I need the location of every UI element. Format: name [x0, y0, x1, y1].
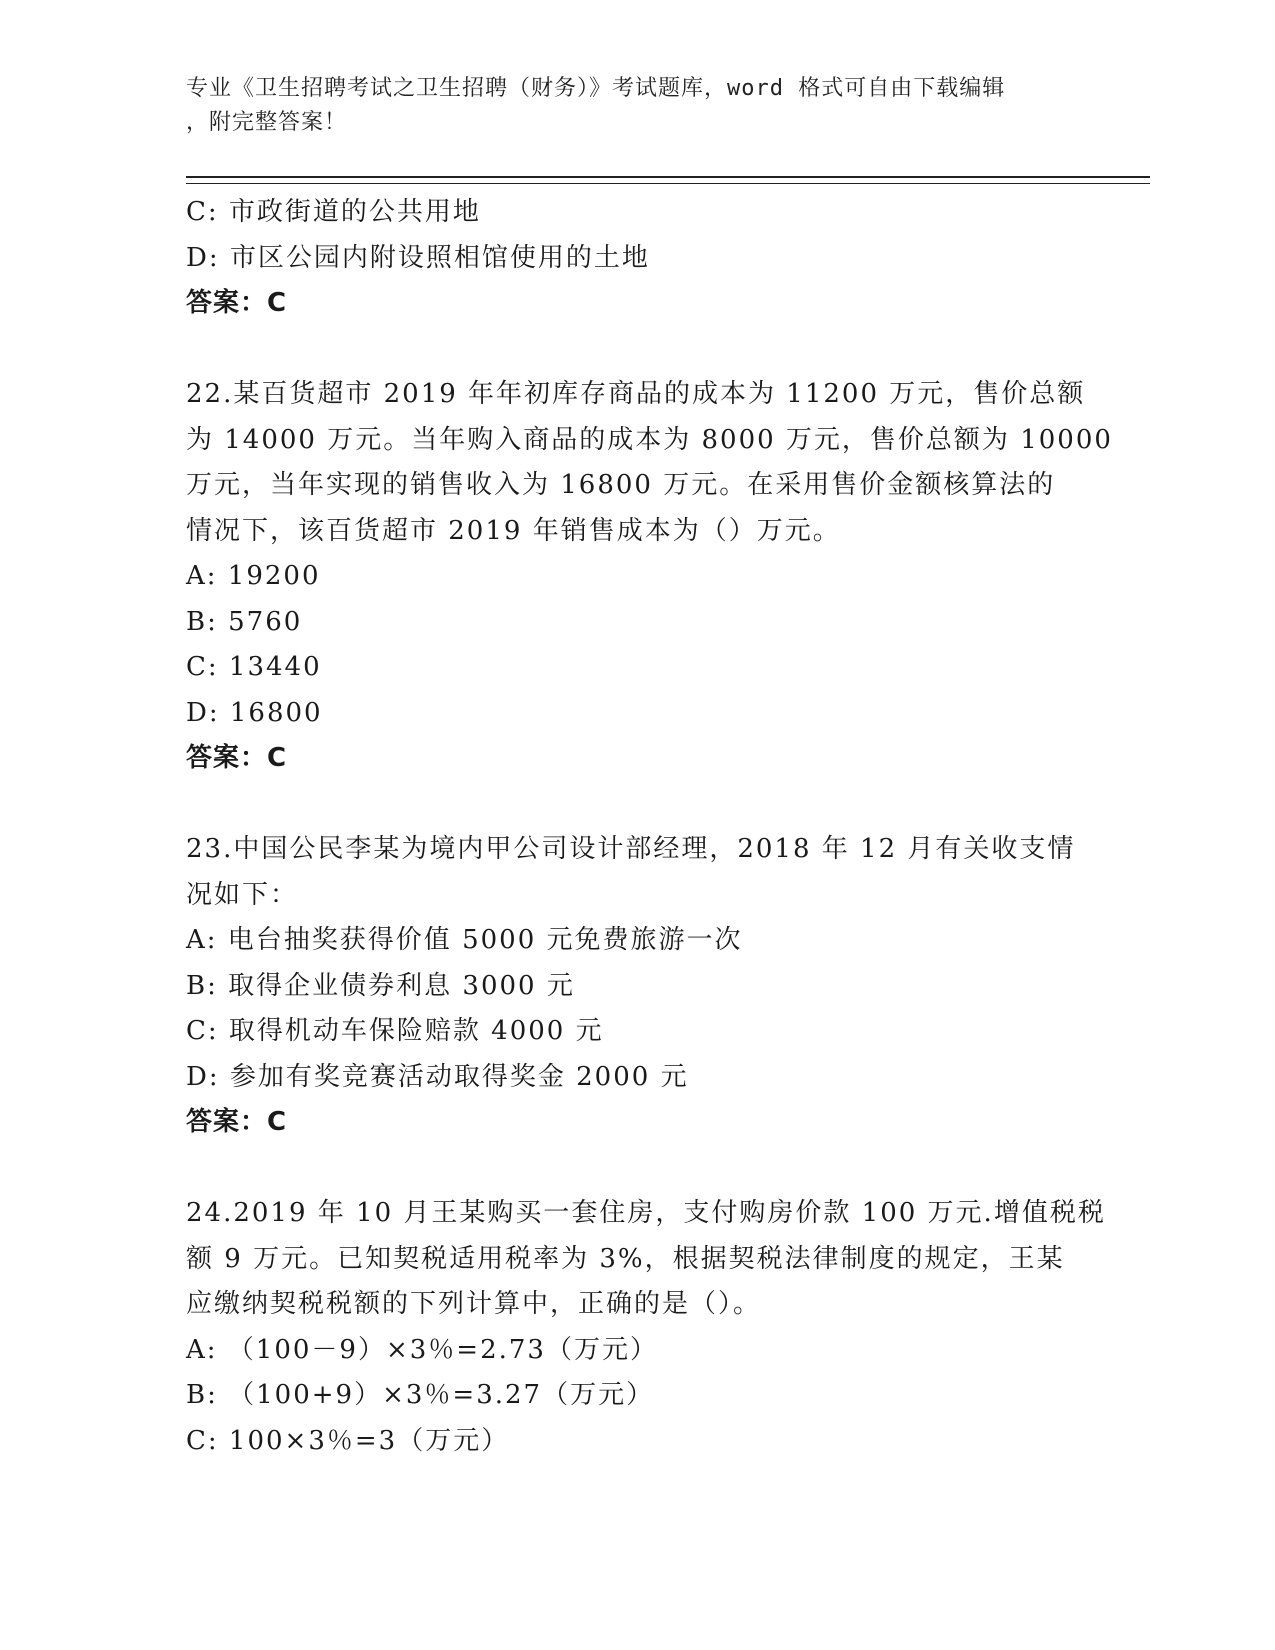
option-c: C: 市政街道的公共用地: [186, 197, 481, 227]
question-block-24: [186, 1191, 1106, 1464]
option-c: C: 13440: [186, 652, 322, 682]
question-text-line: 情况下，该百货超市 2019 年销售成本为（）万元。: [186, 515, 841, 546]
header-divider-thin: [186, 183, 1150, 184]
document-body: [186, 190, 1113, 1464]
document-header: [186, 72, 1066, 140]
option-d: D: 参加有奖竞赛活动取得奖金 2000 元: [186, 1061, 689, 1092]
option-c: C: 取得机动车保险赔款 4000 元: [186, 1016, 604, 1046]
question-text-line: 23.中国公民李某为境内甲公司设计部经理，2018 年 12 月有关收支情: [186, 834, 1076, 864]
header-divider-thick: [186, 176, 1150, 178]
option-d: D: 市区公园内附设照相馆使用的土地: [186, 242, 650, 273]
option-a: A: 电台抽奖获得价值 5000 元免费旅游一次: [186, 925, 743, 955]
option-c: C: 100×3％=3（万元）: [186, 1425, 510, 1456]
spacer: [186, 1146, 1086, 1192]
answer-line: 答案：C: [186, 743, 288, 773]
question-text-line: 22.某百货超市 2019 年年初库存商品的成本为 11200 万元，售价总额: [186, 379, 1086, 409]
question-block-23: [186, 827, 1086, 1146]
option-b: B: 取得企业债券利息 3000 元: [186, 970, 575, 1001]
option-a: A: 19200: [186, 561, 321, 591]
question-text-line: 为 14000 万元。当年购入商品的成本为 8000 万元，售价总额为 10000: [186, 424, 1113, 455]
question-text-line: 况如下：: [186, 879, 299, 910]
question-text-line: 应缴纳契税税额的下列计算中，正确的是（）。: [186, 1289, 762, 1319]
option-b: B: 5760: [186, 606, 303, 637]
option-d: D: 16800: [186, 697, 323, 728]
question-block-22: [186, 372, 1113, 782]
answer-line: 答案：C: [186, 288, 288, 318]
header-line-2: ，附完整答案！: [186, 110, 348, 135]
question-block-21: [186, 190, 1086, 327]
question-text-line: 额 9 万元。已知契税适用税率为 3%，根据契税法律制度的规定，王某: [186, 1243, 1065, 1274]
question-text-line: 24.2019 年 10 月王某购买一套住房，支付购房价款 100 万元.增值税税: [186, 1198, 1106, 1228]
option-b: B: （100+9）×3％=3.27（万元）: [186, 1380, 655, 1410]
spacer: [186, 327, 1086, 373]
header-line-1: 专业《卫生招聘考试之卫生招聘（财务）》考试题库，word 格式可自由下载编辑: [186, 76, 1006, 101]
option-a: A: （100－9）×3％=2.73（万元）: [186, 1334, 658, 1365]
spacer: [186, 782, 1086, 828]
question-text-line: 万元，当年实现的销售收入为 16800 万元。在采用售价金额核算法的: [186, 470, 1056, 500]
answer-line: 答案：C: [186, 1107, 288, 1137]
